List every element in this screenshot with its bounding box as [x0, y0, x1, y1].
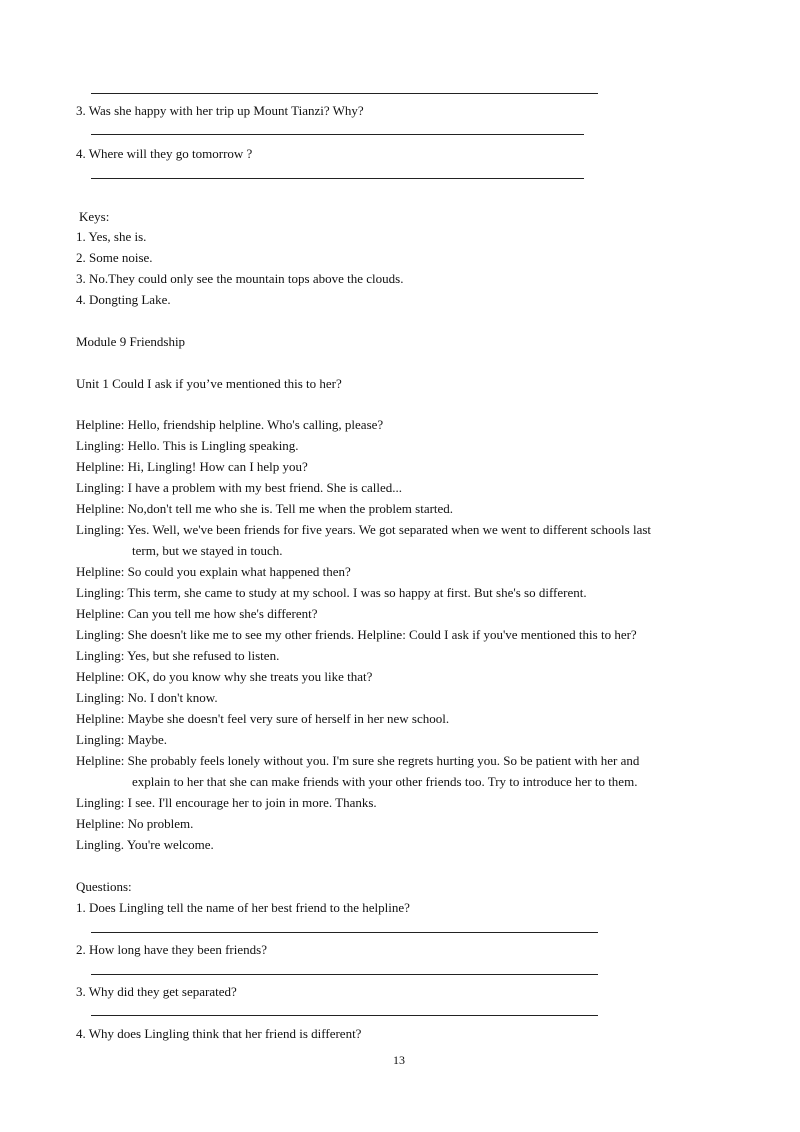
- question-4-tomorrow: 4. Where will they go tomorrow ?: [76, 146, 253, 161]
- speaker-label: Helpline:: [76, 711, 125, 726]
- key-item: 1. Yes, she is.: [76, 229, 147, 244]
- question-item: 4. Why does Lingling think that her friend is different?: [76, 1026, 362, 1041]
- answer-line: [91, 178, 584, 179]
- question-3-trip: 3. Was she happy with her trip up Mount Tianzi? Why?: [76, 103, 364, 118]
- dialogue-text: So could you explain what happened then?: [127, 564, 351, 579]
- dialogue-text: Hi, Lingling! How can I help you?: [127, 459, 308, 474]
- dialogue-line: [76, 624, 716, 645]
- dialogue-line: [76, 834, 716, 855]
- dialogue-text: Hello, friendship helpline. Who's calling, please?: [127, 417, 384, 432]
- answer-line: [91, 1015, 598, 1016]
- dialogue-line: [76, 435, 716, 456]
- speaker-label: Lingling:: [76, 438, 125, 453]
- dialogue-text: You're welcome.: [126, 837, 214, 852]
- key-item: 3. No.They could only see the mountain tops above the clouds.: [76, 271, 404, 286]
- dialogue-line: [76, 792, 716, 813]
- dialogue-line: [76, 498, 716, 519]
- dialogue-text: Maybe she doesn't feel very sure of herself in her new school.: [127, 711, 450, 726]
- dialogue-line: [76, 645, 716, 666]
- speaker-label: Helpline:: [76, 669, 125, 684]
- speaker-label: Helpline:: [76, 417, 125, 432]
- dialogue-continuation: term, but we stayed in touch.: [132, 543, 283, 558]
- dialogue-line: [76, 708, 716, 729]
- key-item: 4. Dongting Lake.: [76, 292, 171, 307]
- dialogue-line: [76, 561, 716, 582]
- answer-line: [91, 974, 598, 975]
- dialogue: [76, 414, 716, 855]
- dialogue-line: [76, 750, 716, 771]
- dialogue-line: [76, 603, 716, 624]
- dialogue-line: [76, 414, 716, 435]
- question-item: 3. Why did they get separated?: [76, 984, 237, 999]
- dialogue-line: [76, 477, 716, 498]
- speaker-label: Lingling:: [76, 480, 125, 495]
- dialogue-text: I have a problem with my best friend. She is called...: [127, 480, 403, 495]
- speaker-label: Lingling.: [76, 837, 125, 852]
- answer-line: [91, 93, 598, 94]
- question-item: 2. How long have they been friends?: [76, 942, 267, 957]
- dialogue-text: Can you tell me how she's different?: [127, 606, 318, 621]
- dialogue-text: No. I don't know.: [127, 690, 218, 705]
- speaker-label: Lingling:: [76, 648, 125, 663]
- dialogue-text: No,don't tell me who she is. Tell me when the problem started.: [127, 501, 454, 516]
- page-number: 13: [393, 1053, 405, 1067]
- dialogue-text: Hello. This is Lingling speaking.: [127, 438, 299, 453]
- speaker-label: Helpline:: [76, 459, 125, 474]
- dialogue-text: No problem.: [127, 816, 194, 831]
- speaker-label: Lingling:: [76, 585, 125, 600]
- dialogue-text: She probably feels lonely without you. I'm sure she regrets hurting you. So be patient with her and: [127, 753, 640, 768]
- questions-heading: Questions:: [76, 879, 132, 894]
- dialogue-line: [76, 813, 716, 834]
- key-item: 2. Some noise.: [76, 250, 153, 265]
- dialogue-text: Maybe.: [127, 732, 167, 747]
- answer-line: [91, 134, 584, 135]
- speaker-label: Lingling:: [76, 627, 125, 642]
- speaker-label: Lingling:: [76, 690, 125, 705]
- dialogue-line: [76, 582, 716, 603]
- speaker-label: Lingling:: [76, 522, 125, 537]
- speaker-label: Helpline:: [76, 753, 125, 768]
- dialogue-text: This term, she came to study at my school. I was so happy at first. But she's so different.: [127, 585, 587, 600]
- dialogue-line: [76, 666, 716, 687]
- speaker-label: Helpline:: [76, 606, 125, 621]
- dialogue-line: [76, 687, 716, 708]
- speaker-label: Lingling:: [76, 795, 125, 810]
- dialogue-line: [76, 456, 716, 477]
- question-item: 1. Does Lingling tell the name of her best friend to the helpline?: [76, 900, 410, 915]
- unit-title: Unit 1 Could I ask if you’ve mentioned this to her?: [76, 376, 342, 391]
- module-title: Module 9 Friendship: [76, 334, 186, 349]
- dialogue-text: Yes, but she refused to listen.: [127, 648, 280, 663]
- speaker-label: Helpline:: [76, 501, 125, 516]
- dialogue-continuation: explain to her that she can make friends with your other friends too. Try to introduce her to them.: [132, 774, 638, 789]
- dialogue-text: OK, do you know why she treats you like that?: [127, 669, 373, 684]
- dialogue-line: [76, 519, 716, 540]
- dialogue-line: [76, 729, 716, 750]
- dialogue-text: Yes. Well, we've been friends for five years. We got separated when we went to different schools last: [127, 522, 652, 537]
- speaker-label: Lingling:: [76, 732, 125, 747]
- dialogue-text: She doesn't like me to see my other friends. Helpline: Could I ask if you've mentioned this to her?: [127, 627, 637, 642]
- keys-heading: Keys:: [79, 209, 110, 224]
- dialogue-text: I see. I'll encourage her to join in more. Thanks.: [127, 795, 377, 810]
- speaker-label: Helpline:: [76, 564, 125, 579]
- answer-line: [91, 932, 598, 933]
- speaker-label: Helpline:: [76, 816, 125, 831]
